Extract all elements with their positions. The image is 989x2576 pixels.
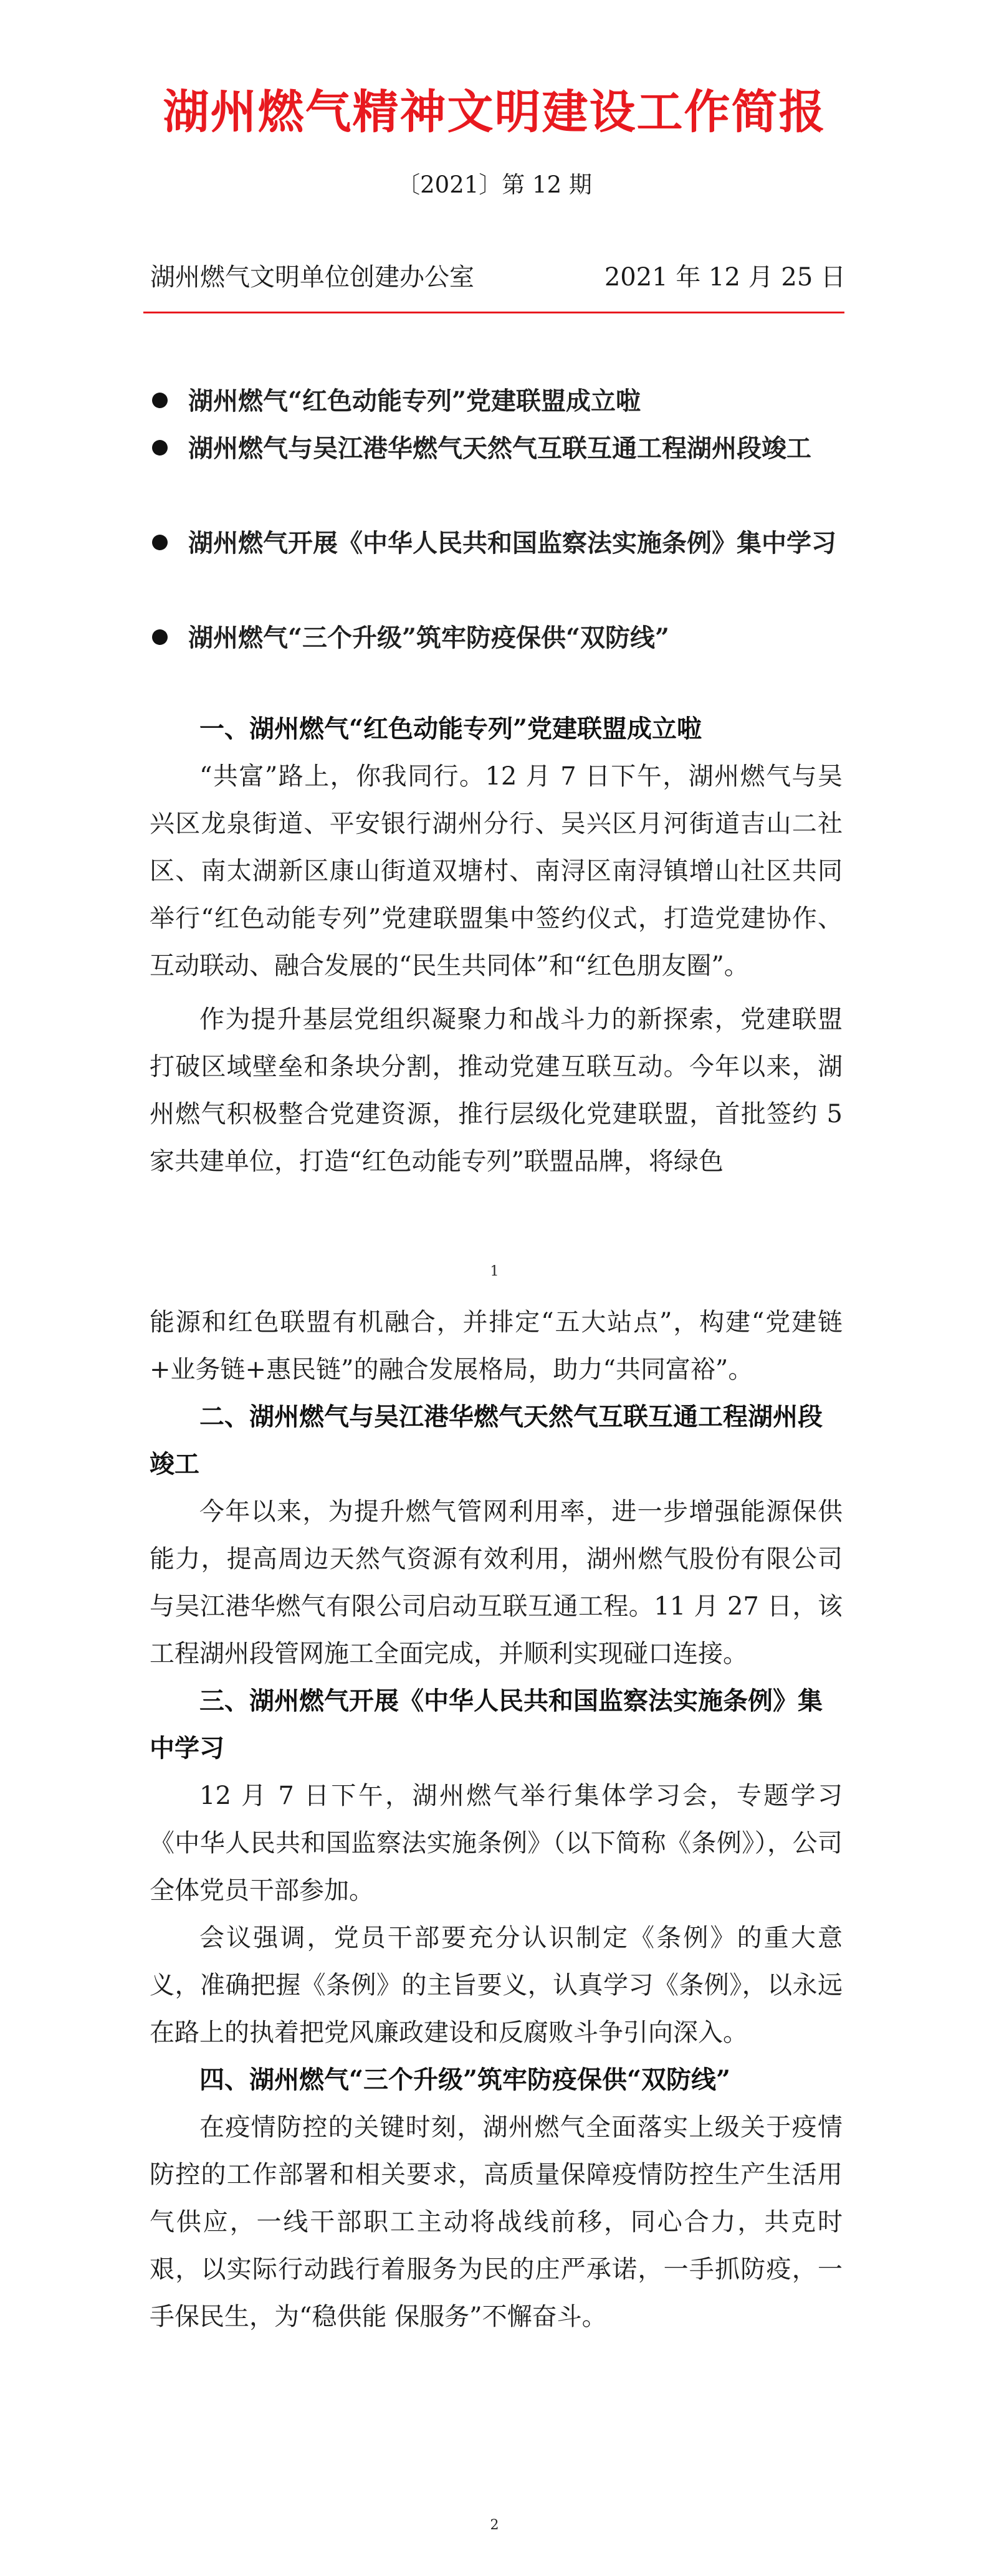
list-item [150,614,848,662]
issue-number: 〔2021〕第 12 期 [397,171,592,198]
list-item [150,425,848,520]
list-item [150,378,848,425]
list-item [150,520,848,614]
paragraph: “共富”路上，你我同行。12 月 7 日下午，湖州燃气与吴兴区龙泉街道、平安银行湖州分行、吴兴区月河街道吉山二社区、南太湖新区康山街道双塘村、南浔区南浔镇增山社区共同举行“红色动能专列”党建联盟集中签约仪式，打造党建协作、互动联动、融合发展的“民生共同体”和“红色朋友圈”。 [150,762,843,980]
section-4 [150,2056,843,2340]
section-1 [150,705,843,1185]
list-item-label: 湖州燃气“三个升级”筑牢防疫保供“双防线” [188,623,670,652]
bulletin-title: 湖州燃气精神文明建设工作简报 [163,85,826,139]
section-heading: 一、湖州燃气“红色动能专列”党建联盟成立啦 [199,714,702,743]
bullet-icon [152,535,168,550]
section-heading: 三、湖州燃气开展《中华人民共和国监察法实施条例》集中学习 [150,1686,823,1763]
paragraph: 12 月 7 日下午，湖州燃气举行集体学习会，专题学习《中华人民共和国监察法实施条例》（以下简称《条例》），公司全体党员干部参加。 [150,1782,843,1905]
page-number: 2 [490,2517,499,2533]
paragraph: 能源和红色联盟有机融合，并排定“五大站点”，构建“党建链+业务链+惠民链”的融合发展格局，助力“共同富裕”。 [150,1308,843,1384]
paragraph: 今年以来，为提升燃气管网利用率，进一步增强能源保供能力，提高周边天然气资源有效利用，湖州燃气股份有限公司与吴江港华燃气有限公司启动互联互通工程。11 月 27 日，该工程湖州段管网施工全面完成，并顺利实现碰口连接。 [150,1497,843,1668]
bullet-icon [152,440,168,456]
bullet-icon [152,393,168,408]
paragraph: 在疫情防控的关键时刻，湖州燃气全面落实上级关于疫情防控的工作部署和相关要求，高质量保障疫情防控生产生活用气供应，一线干部职工主动将战线前移，同心合力，共克时艰，以实际行动践行着服务为民的庄严承诺，一手抓防疫，一手保民生，为“稳供能 保服务”不懈奋斗。 [150,2113,843,2331]
issuing-office: 湖州燃气文明单位创建办公室 [150,263,474,292]
section-1-continued [150,1299,843,1393]
bullet-icon [152,629,168,645]
contents-list [150,378,848,662]
paragraph: 作为提升基层党组织凝聚力和战斗力的新探索，党建联盟打破区域壁垒和条块分割，推动党建互联互动。今年以来，湖州燃气积极整合党建资源，推行层级化党建联盟，首批签约 5 家共建单位，打造“红色动能专列”联盟品牌，将绿色 [150,1005,843,1176]
header-divider [143,312,844,313]
issue-date: 2021 年 12 月 25 日 [604,263,846,292]
list-item-label: 湖州燃气开展《中华人民共和国监察法实施条例》集中学习 [188,528,836,558]
paragraph: 会议强调，党员干部要充分认识制定《条例》的重大意义，准确把握《条例》的主旨要义，认真学习《条例》，以永远在路上的执着把党风廉政建设和反腐败斗争引向深入。 [150,1924,843,2047]
page-number: 1 [490,1264,499,1279]
list-item-label: 湖州燃气“红色动能专列”党建联盟成立啦 [188,386,641,416]
section-2 [150,1393,843,1677]
section-heading: 二、湖州燃气与吴江港华燃气天然气互联互通工程湖州段竣工 [150,1402,823,1479]
section-heading: 四、湖州燃气“三个升级”筑牢防疫保供“双防线” [199,2065,731,2094]
list-item-label: 湖州燃气与吴江港华燃气天然气互联互通工程湖州段竣工 [188,434,811,463]
section-3 [150,1677,843,2056]
